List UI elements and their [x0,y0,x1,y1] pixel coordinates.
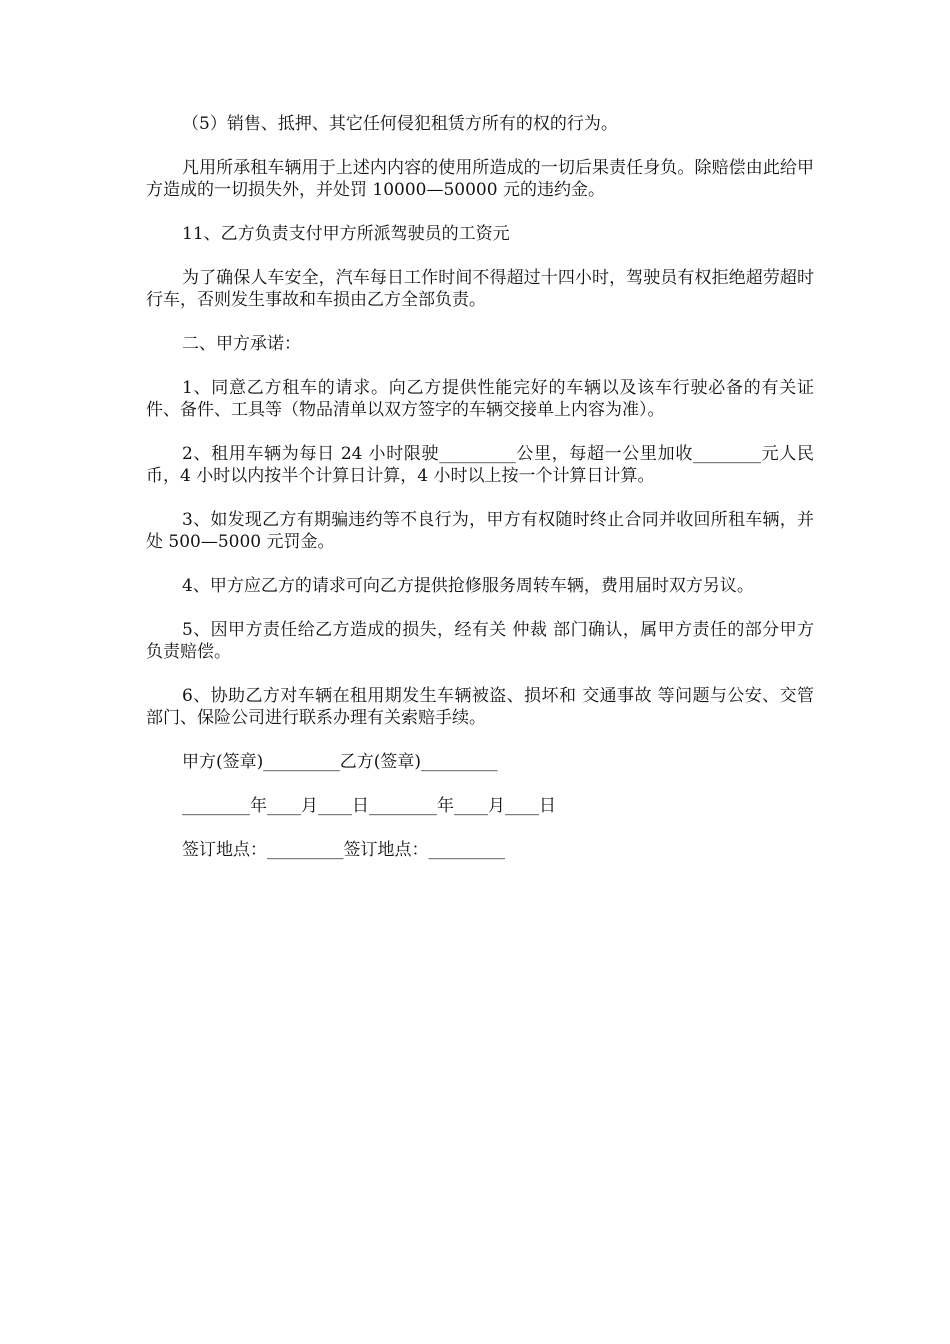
liability-penalty-paragraph: 凡用所承租车辆用于上述内内容的使用所造成的一切后果责任身负。除赔偿由此给甲方造成的一切损失外，并处罚 10000—50000 元的违约金。 [146,158,814,200]
signature-line: 甲方(签章)_________乙方(签章)_________ [182,752,498,772]
commitment-5: 5、因甲方责任给乙方造成的损失，经有关 仲裁 部门确认，属甲方责任的部分甲方负责赔偿。 [146,620,814,662]
commitment-4: 4、甲方应乙方的请求可向乙方提供抢修服务周转车辆，费用届时双方另议。 [182,576,754,596]
section-heading-party-a-commitments: 二、甲方承诺： [182,334,301,354]
commitment-3: 3、如发现乙方有期骗违约等不良行为，甲方有权随时终止合同并收回所租车辆，并处 500—5000 元罚金。 [146,510,814,552]
commitment-1: 1、同意乙方租车的请求。向乙方提供性能完好的车辆以及该车行驶必备的有关证件、备件、工具等（物品清单以双方签字的车辆交接单上内容为准）。 [146,378,814,420]
commitment-6: 6、协助乙方对车辆在租用期发生车辆被盗、损坏和 交通事故 等问题与公安、交管部门、保险公司进行联系办理有关索赔手续。 [146,686,814,728]
clause-11-driver-wages: 11、乙方负责支付甲方所派驾驶员的工资元 [182,224,510,244]
date-line: ________年____月____日________年____月____日 [182,796,556,816]
document-body [146,113,814,883]
clause-5-sale-mortgage: （5）销售、抵押、其它任何侵犯租赁方所有的权的行为。 [182,114,618,134]
signing-location-line: 签订地点：_________签订地点：_________ [182,840,505,860]
commitment-2: 2、租用车辆为每日 24 小时限驶_________公里，每超一公里加收________元人民币，4 小时以内按半个计算日计算，4 小时以上按一个计算日计算。 [146,444,814,486]
working-hours-paragraph: 为了确保人车安全，汽车每日工作时间不得超过十四小时，驾驶员有权拒绝超劳超时行车，否则发生事故和车损由乙方全部负责。 [146,268,814,310]
